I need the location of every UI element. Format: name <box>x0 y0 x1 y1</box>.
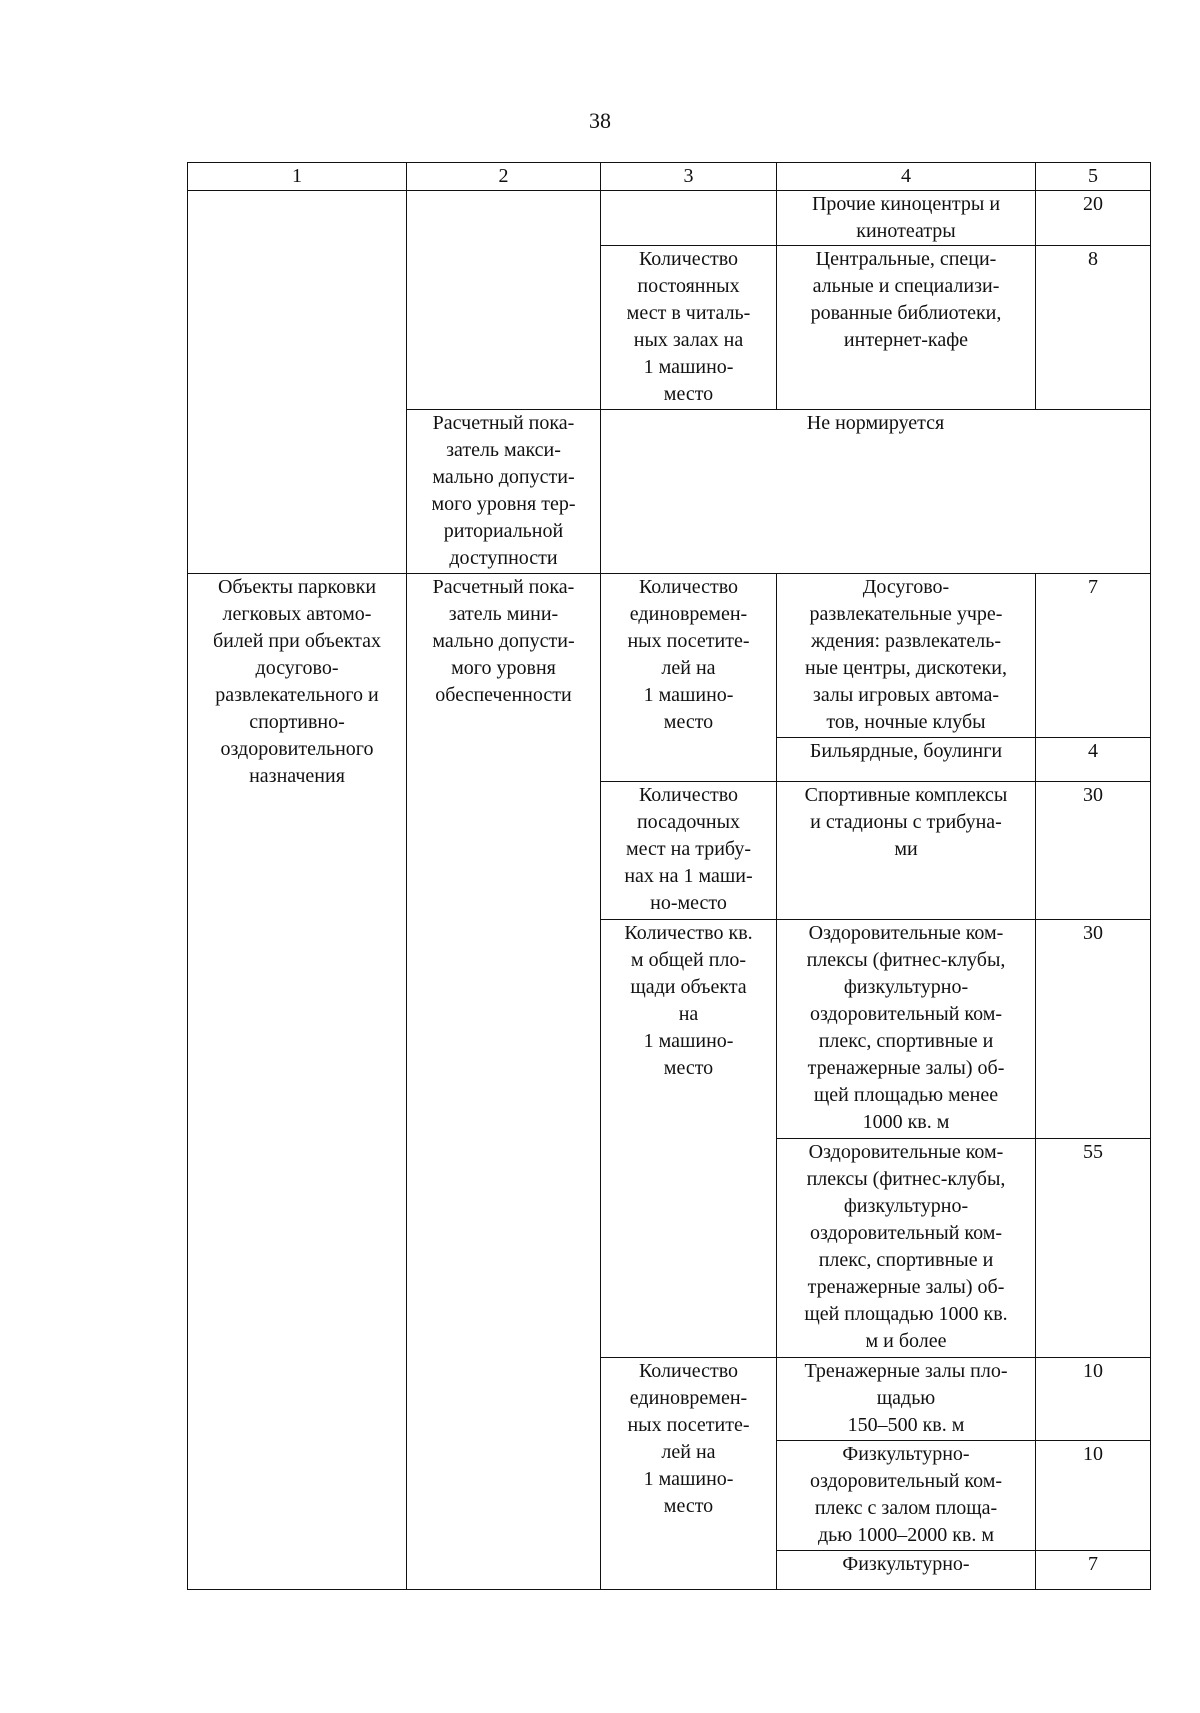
table-header-row <box>188 163 1151 191</box>
cell-norm-value: 10 <box>1036 1441 1151 1551</box>
cell-norm-value: 10 <box>1036 1358 1151 1441</box>
cell-indicator-unit: Количество постоянных мест в читаль- ных залах на 1 машино- место <box>601 246 777 410</box>
cell-col3-empty <box>601 191 777 246</box>
column-header-5: 5 <box>1036 163 1151 191</box>
cell-indicator-unit: Количество единовремен- ных посетите- лей на 1 машино- место <box>601 1358 777 1590</box>
cell-object-type: Оздоровительные ком- плексы (фитнес-клубы, физкультурно- оздоровительный ком- плекс, спортивные и тренажерные залы) об- щей площадью 1000 кв. м и более <box>777 1139 1036 1358</box>
cell-object-type: Бильярдные, боулинги <box>777 738 1036 782</box>
cell-col1-empty <box>188 191 407 574</box>
cell-norm-value: 30 <box>1036 920 1151 1139</box>
cell-object-type: Досугово- развлекательные учре- ждения: развлекатель- ные центры, дискотеки, залы игровых автома- тов, ночные клубы <box>777 574 1036 738</box>
column-header-3: 3 <box>601 163 777 191</box>
table-row <box>188 574 1151 738</box>
cell-object-type: Оздоровительные ком- плексы (фитнес-клубы, физкультурно- оздоровительный ком- плекс, спортивные и тренажерные залы) об- щей площадью менее 1000 кв. м <box>777 920 1036 1139</box>
cell-indicator-name: Расчетный пока- затель мини- мально допусти- мого уровня обеспеченности <box>407 574 601 1590</box>
cell-norm-value: 8 <box>1036 246 1151 410</box>
cell-norm-value: 30 <box>1036 782 1151 920</box>
cell-object-type: Центральные, специ- альные и специализи- рованные библиотеки, интернет-кафе <box>777 246 1036 410</box>
cell-object-type: Спортивные комплексы и стадионы с трибуна- ми <box>777 782 1036 920</box>
cell-indicator-unit: Количество посадочных мест на трибу- нах на 1 маши- но-место <box>601 782 777 920</box>
column-header-1: 1 <box>188 163 407 191</box>
cell-indicator-unit: Количество кв. м общей пло- щади объекта на 1 машино- место <box>601 920 777 1358</box>
cell-object-type: Физкультурно- <box>777 1551 1036 1590</box>
cell-norm-value: 7 <box>1036 1551 1151 1590</box>
cell-indicator-unit: Количество единовремен- ных посетите- лей на 1 машино- место <box>601 574 777 782</box>
cell-norm-value: 55 <box>1036 1139 1151 1358</box>
cell-object-type: Физкультурно- оздоровительный ком- плекс с залом площа- дью 1000–2000 кв. м <box>777 1441 1036 1551</box>
cell-indicator-name: Расчетный пока- затель макси- мально допусти- мого уровня тер- риториальной доступности <box>407 410 601 574</box>
cell-not-regulated: Не нормируется <box>601 410 1151 574</box>
cell-norm-value: 7 <box>1036 574 1151 738</box>
table-row <box>188 191 1151 246</box>
column-header-4: 4 <box>777 163 1036 191</box>
parking-norms-table <box>187 162 1151 1590</box>
cell-object-type: Прочие киноцентры и кинотеатры <box>777 191 1036 246</box>
cell-norm-value: 20 <box>1036 191 1151 246</box>
cell-object-type: Тренажерные залы пло- щадью 150–500 кв. м <box>777 1358 1036 1441</box>
cell-col2-empty <box>407 191 601 410</box>
page-number: 38 <box>589 108 611 133</box>
cell-norm-value: 4 <box>1036 738 1151 782</box>
column-header-2: 2 <box>407 163 601 191</box>
cell-object-category: Объекты парковки легковых автомо- билей при объектах досугово- развлекательного и спортивно- оздоровительного назначения <box>188 574 407 1590</box>
